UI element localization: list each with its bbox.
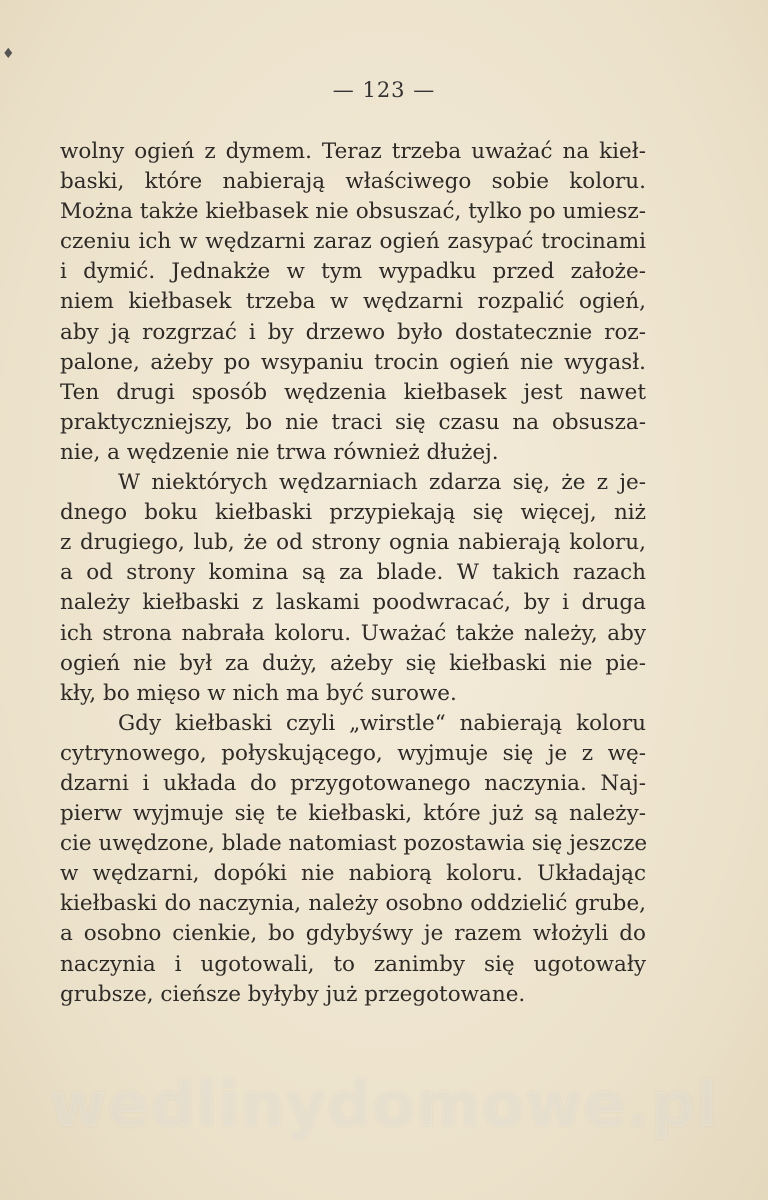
text-line: baski, które nabierają właściwego sobie koloru. xyxy=(60,169,646,195)
text-line: grubsze, cieńsze byłyby już przegotowane. xyxy=(60,981,526,1007)
text-line: Gdy kiełbaski czyli „wirstle“ nabierają koloru xyxy=(118,710,646,736)
text-line: czeniu ich w wędzarni zaraz ogień zasypać trocinami xyxy=(60,229,646,255)
text-line: cie uwędzone, blade natomiast pozostawia się jeszcze xyxy=(60,831,648,857)
text-line: aby ją rozgrzać i by drzewo było dostatecznie roz- xyxy=(60,319,646,345)
text-line: a osobno cienkie, bo gdybyśwy je razem włożyli do xyxy=(60,921,646,947)
text-line: nie, a wędzenie nie trwa również dłużej. xyxy=(60,439,499,465)
text-line: kły, bo mięso w nich ma być surowe. xyxy=(60,680,457,706)
text-line: W niektórych wędzarniach zdarza się, że z je- xyxy=(118,470,646,496)
text-line: ogień nie był za duży, ażeby się kiełbaski nie pie- xyxy=(60,650,646,676)
text-line: cytrynowego, połyskującego, wyjmuje się je z wę- xyxy=(60,740,646,766)
text-line: Można także kiełbasek nie obsuszać, tylko po umiesz- xyxy=(60,199,646,225)
text-line: należy kiełbaski z laskami poodwracać, by i druga xyxy=(60,590,646,616)
text-line: ich strona nabrała koloru. Uważać także należy, aby xyxy=(60,620,646,646)
text-line: i dymić. Jednakże w tym wypadku przed założe- xyxy=(60,259,646,285)
text-line: praktyczniejszy, bo nie traci się czasu na obsusza- xyxy=(60,409,646,435)
text-line: a od strony komina są za blade. W takich razach xyxy=(60,560,646,586)
page-number: — 123 — xyxy=(332,78,436,102)
text-line: wolny ogień z dymem. Teraz trzeba uważać na kieł- xyxy=(60,139,646,164)
text-line: dzarni i układa do przygotowanego naczynia. Naj- xyxy=(60,770,646,796)
edge-mark: ♦ xyxy=(2,46,15,62)
watermark: wedlinydomowe.pl xyxy=(49,1068,719,1141)
body-text xyxy=(60,137,646,1010)
text-line: Ten drugi sposób wędzenia kiełbasek jest nawet xyxy=(60,379,646,405)
text-line: palone, ażeby po wsypaniu trocin ogień nie wygasł. xyxy=(60,349,646,375)
text-line: w wędzarni, dopóki nie nabiorą koloru. Układając xyxy=(60,861,646,887)
text-line: kiełbaski do naczynia, należy osobno oddzielić grube, xyxy=(60,891,646,917)
text-line: dnego boku kiełbaski przypiekają się więcej, niż xyxy=(60,500,646,526)
text-line: z drugiego, lub, że od strony ognia nabierają koloru, xyxy=(60,530,646,556)
text-line: pierw wyjmuje się te kiełbaski, które już są należy- xyxy=(60,801,646,827)
text-line: niem kiełbasek trzeba w wędzarni rozpalić ogień, xyxy=(60,289,646,315)
text-line: naczynia i ugotowali, to zanimby się ugotowały xyxy=(60,951,646,977)
